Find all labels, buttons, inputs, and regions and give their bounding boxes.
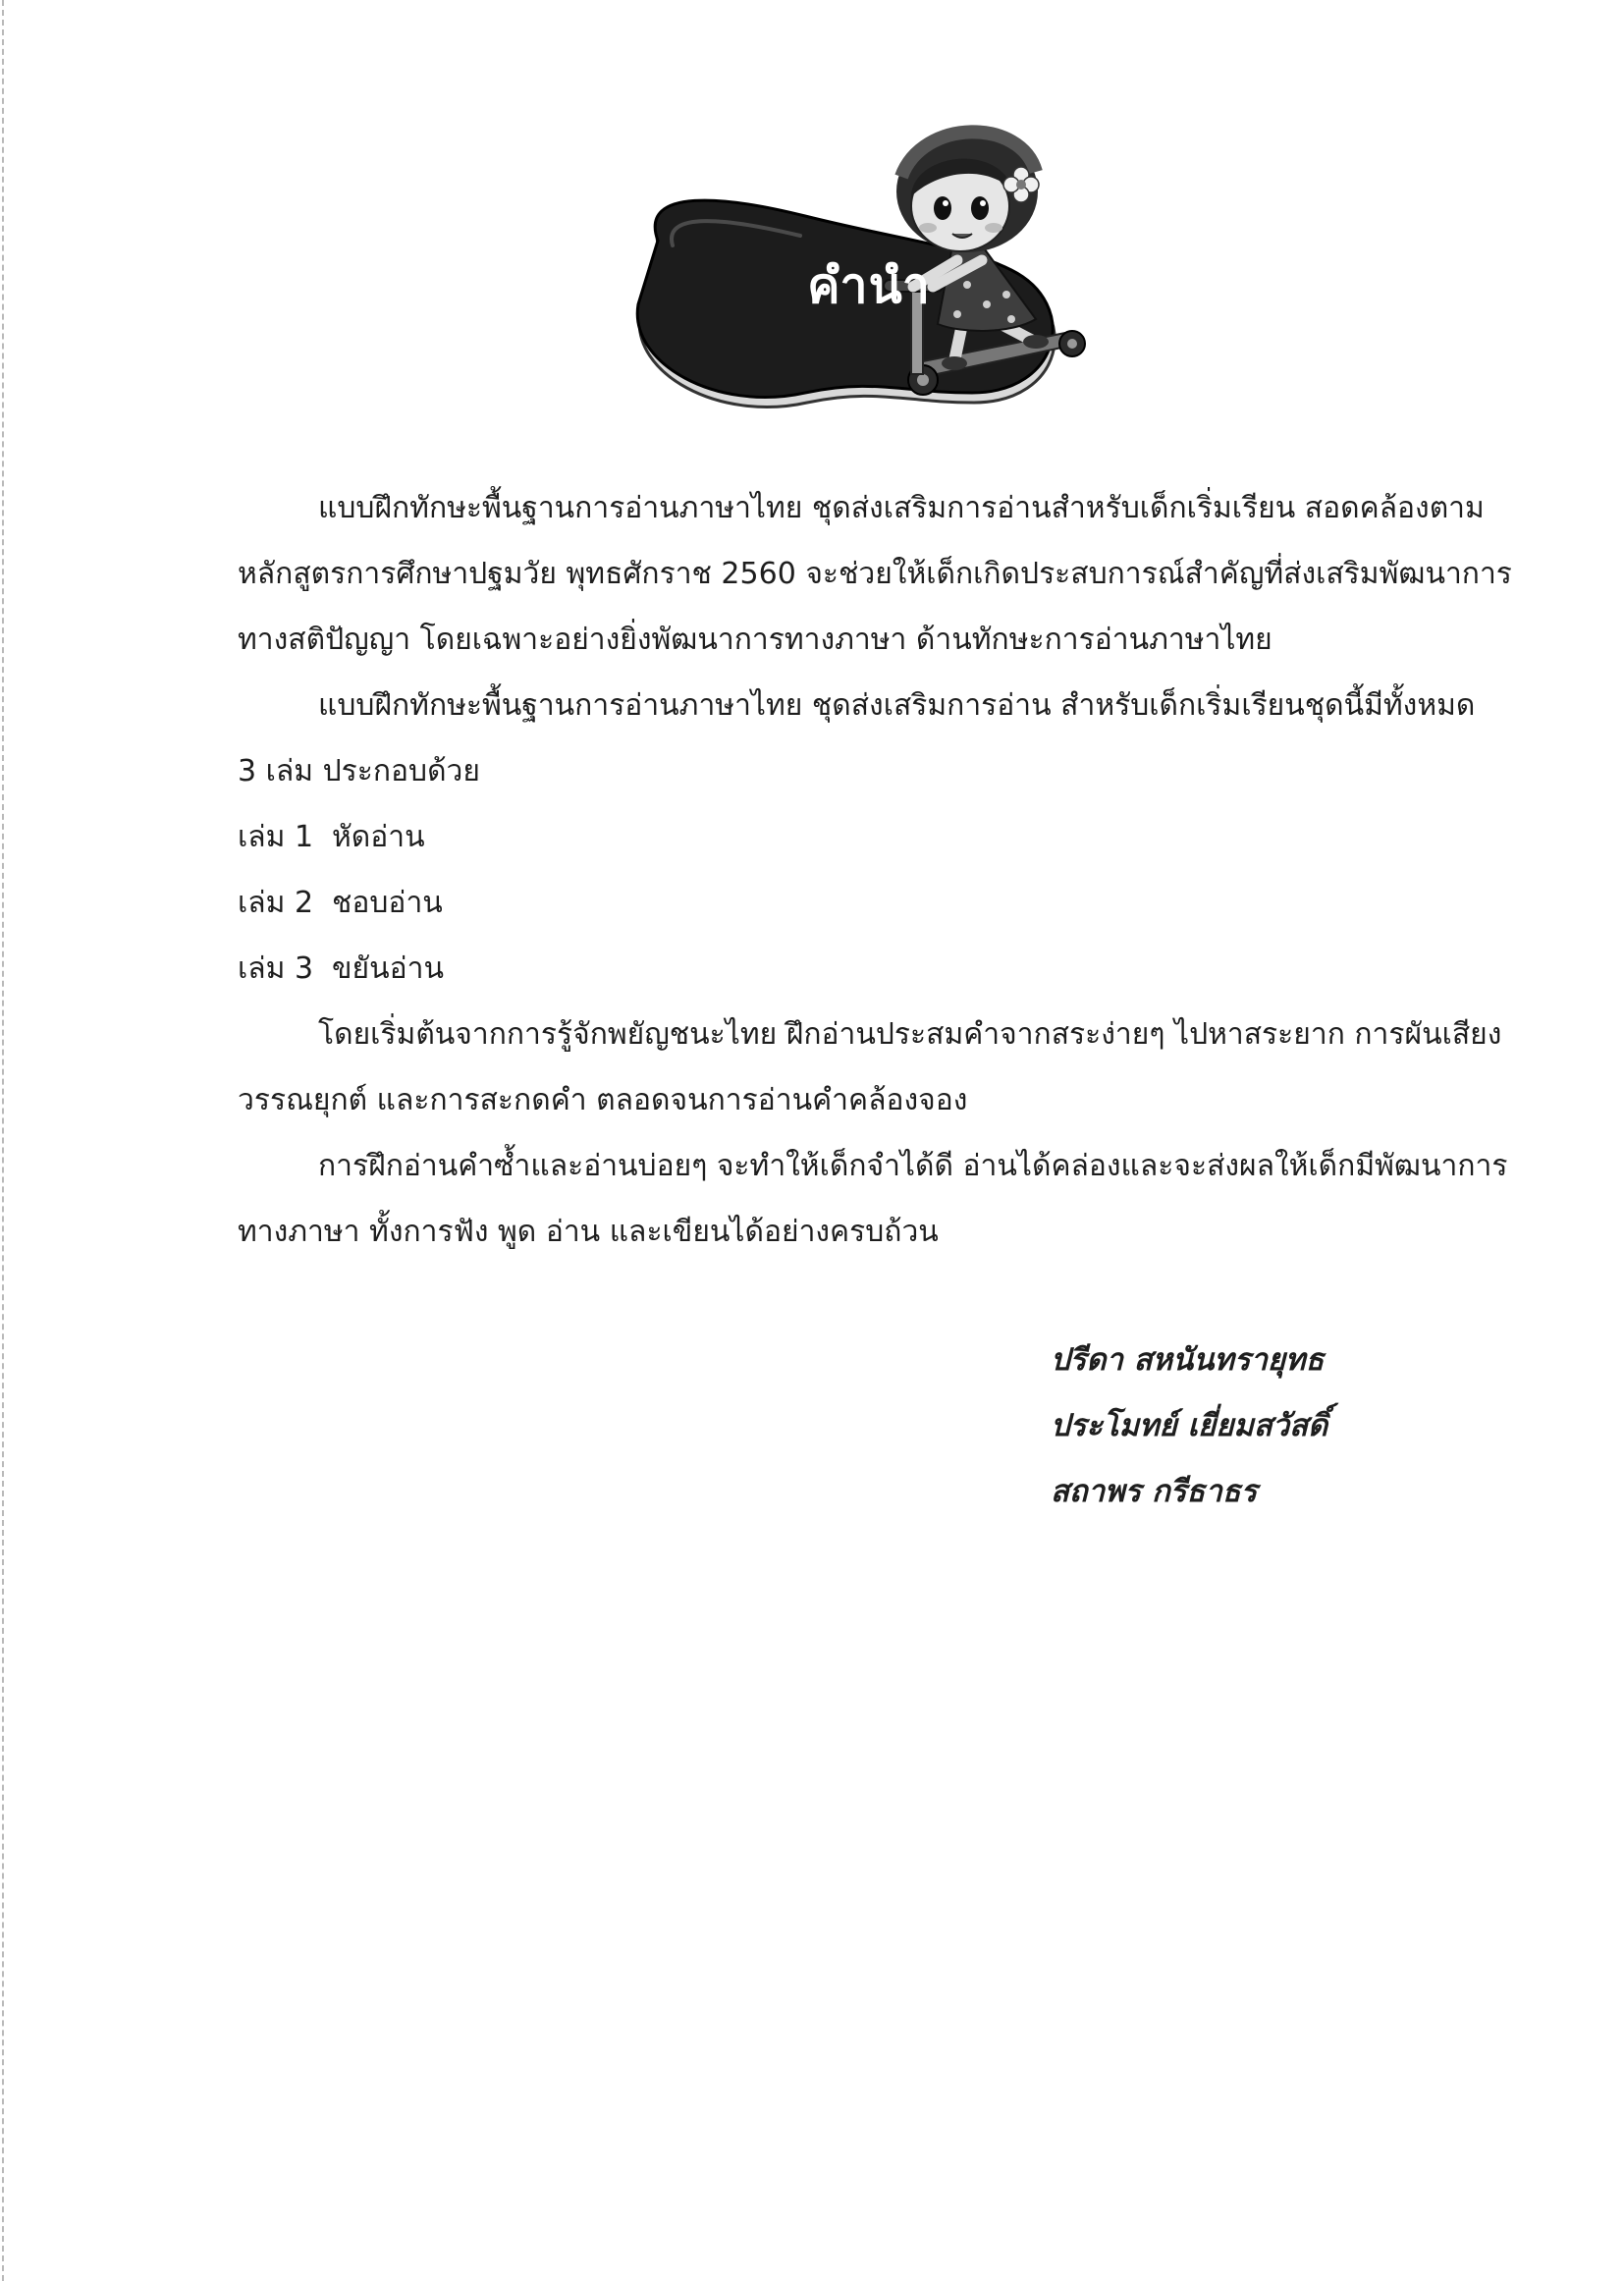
book-list-item bbox=[157, 804, 1468, 870]
text-line: หลักสูตรการศึกษาปฐมวัย พุทธศักราช 2560 จะช่วยให้เด็กเกิดประสบการณ์สำคัญที่ส่งเสริมพัฒนาการ bbox=[238, 557, 1512, 591]
text-line: ทางภาษา ทั้งการฟัง พูด อ่าน และเขียนได้อย่างครบถ้วน bbox=[238, 1215, 939, 1249]
author-name: ประโมทย์ เยี่ยมสวัสดิ์ bbox=[1051, 1408, 1328, 1443]
book-number: เล่ม 3 bbox=[238, 951, 314, 986]
preface-body bbox=[157, 475, 1512, 1265]
paragraph-benefits bbox=[157, 1133, 1508, 1265]
text-line: ทางสติปัญญา โดยเฉพาะอย่างยิ่งพัฒนาการทางภาษา ด้านทักษะการอ่านภาษาไทย bbox=[238, 623, 1272, 657]
book-number: เล่ม 1 bbox=[238, 820, 314, 854]
text-line: แบบฝึกทักษะพื้นฐานการอ่านภาษาไทย ชุดส่งเสริมการอ่าน สำหรับเด็กเริ่มเรียนชุดนี้มีทั้งหมด bbox=[318, 688, 1476, 723]
text-line: การฝึกอ่านคำซ้ำและอ่านบ่อยๆ จะทำให้เด็กจำได้ดี อ่านได้คล่องและจะส่งผลให้เด็กมีพัฒนาการ bbox=[318, 1149, 1508, 1183]
text-line: 3 เล่ม ประกอบด้วย bbox=[238, 754, 480, 788]
paragraph-intro bbox=[157, 475, 1512, 673]
page-title: คำนำ bbox=[807, 257, 931, 314]
book-title: ขยันอ่าน bbox=[332, 951, 444, 986]
book-title: ชอบอ่าน bbox=[332, 886, 443, 920]
text-line: แบบฝึกทักษะพื้นฐานการอ่านภาษาไทย ชุดส่งเสริมการอ่านสำหรับเด็กเริ่มเรียน สอดคล้องตาม bbox=[318, 491, 1485, 525]
paragraph-content bbox=[157, 1002, 1502, 1133]
page-edge-dashed-line bbox=[2, 0, 4, 2281]
text-line: วรรณยุกต์ และการสะกดคำ ตลอดจนการอ่านคำคล้องจอง bbox=[238, 1083, 968, 1117]
book-number: เล่ม 2 bbox=[238, 886, 314, 920]
heading-badge bbox=[589, 98, 1100, 422]
author-name: สถาพร กรีธาธร bbox=[1051, 1474, 1258, 1509]
book-title: หัดอ่าน bbox=[332, 820, 425, 854]
text-line: โดยเริ่มต้นจากการรู้จักพยัญชนะไทย ฝึกอ่านประสมคำจากสระง่ายๆ ไปหาสระยาก การผันเสียง bbox=[318, 1017, 1502, 1052]
author-name: ปรีดา สหนันทรายุทธ bbox=[1051, 1342, 1325, 1378]
book-list-item bbox=[157, 936, 1468, 1002]
author-signatures bbox=[1051, 1328, 1327, 1525]
paragraph-series bbox=[157, 673, 1476, 804]
book-list-item bbox=[157, 870, 1468, 936]
